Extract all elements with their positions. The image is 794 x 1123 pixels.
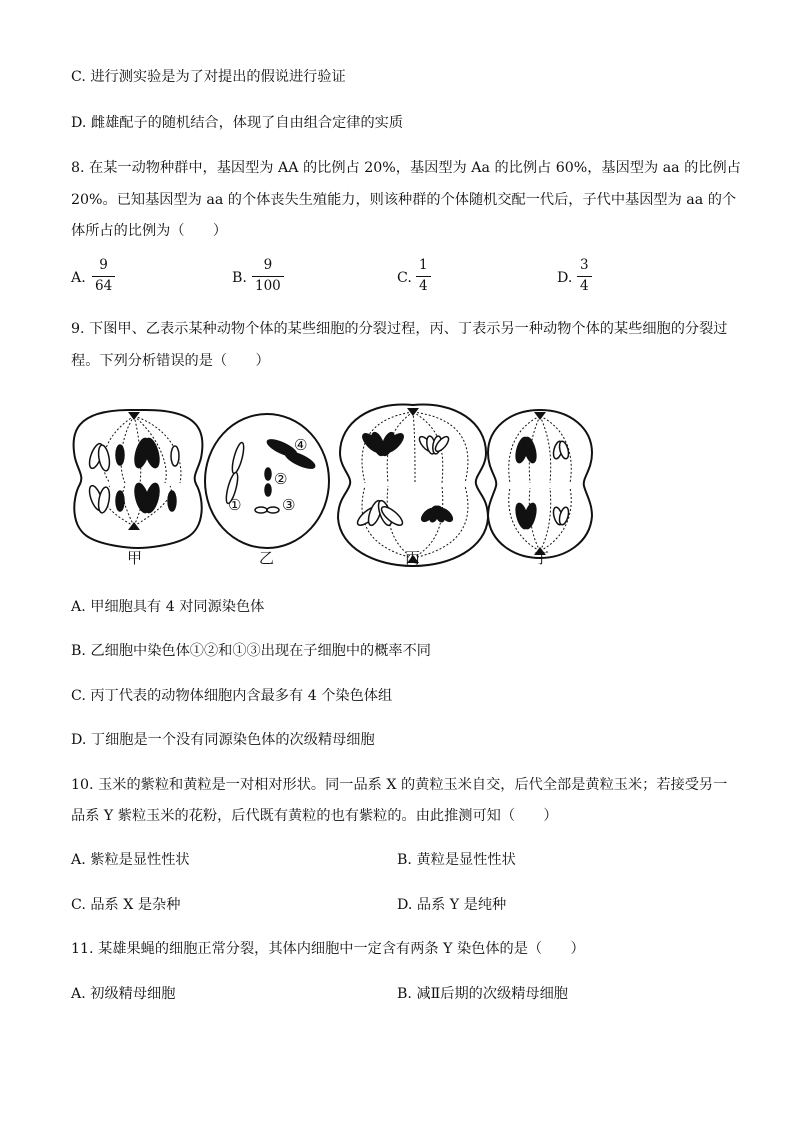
q11-stem-line1: 11. 某雄果蝇的细胞正常分裂，其体内细胞中一定含有两条 Y 染色体的是（ ） [71, 941, 585, 957]
cell-ding-outline [488, 410, 592, 558]
q8-option-a-label: A. [71, 270, 86, 286]
q9-option-a: A. 甲细胞具有 4 对同源染色体 [71, 599, 265, 615]
q8-stem-line1: 8. 在某一动物种群中，基因型为 AA 的比例占 20%，基因型为 Aa 的比例占 60%，基因型为 aa 的比例占 [71, 160, 741, 176]
q9-option-d: D. 丁细胞是一个没有同源染色体的次级精母细胞 [71, 732, 375, 748]
cell-jia-outline [74, 410, 203, 548]
chromosome-label-1: ① [228, 496, 242, 514]
q7-option-c: C. 进行测实验是为了对提出的假说进行验证 [71, 69, 346, 85]
q9-option-b: B. 乙细胞中染色体①②和①③出现在子细胞中的概率不同 [71, 643, 431, 659]
q11-option-a: A. 初级精母细胞 [71, 986, 176, 1002]
q8-option-b-fraction [252, 259, 284, 293]
numerator: 1 [419, 257, 428, 273]
q11-option-b: B. 减Ⅱ后期的次级精母细胞 [397, 986, 568, 1002]
q9-option-c: C. 丙丁代表的动物体细胞内含最多有 4 个染色体组 [71, 688, 393, 704]
q10-option-c: C. 品系 X 是杂种 [71, 897, 181, 913]
q8-option-a-fraction [92, 259, 115, 293]
q9-stem-line2: 程。下列分析错误的是（ ） [71, 353, 270, 369]
figure-caption-ding: 丁 [534, 549, 550, 567]
q8-option-b-label: B. [232, 270, 247, 286]
q10-option-d: D. 品系 Y 是纯种 [397, 897, 507, 913]
denominator: 4 [416, 276, 431, 294]
numerator: 9 [263, 257, 273, 273]
denominator: 100 [252, 276, 284, 294]
q9-stem-line1: 9. 下图甲、乙表示某种动物个体的某些细胞的分裂过程，丙、丁表示另一种动物个体的某些细胞的分裂过 [71, 321, 728, 337]
denominator: 64 [92, 276, 115, 294]
figure-caption-jia: 甲 [127, 549, 143, 567]
q10-stem-line2: 品系 Y 紫粒玉米的花粉，后代既有黄粒的也有紫粒的。由此推测可知（ ） [71, 808, 558, 824]
q8-option-c-fraction [416, 259, 431, 293]
q7-option-d: D. 雌雄配子的随机结合，体现了自由组合定律的实质 [71, 115, 404, 131]
numerator: 9 [99, 257, 108, 273]
chromosome-label-2: ② [274, 470, 288, 488]
figure-caption-yi: 乙 [259, 549, 275, 567]
q8-stem-line2: 20%。已知基因型为 aa 的个体丧失生殖能力，则该种群的个体随机交配一代后，子代中基因型为 aa 的个 [71, 192, 737, 208]
chromosome-label-4: ④ [294, 436, 308, 454]
figure-caption-bing: 丙 [405, 549, 421, 567]
denominator: 4 [577, 276, 592, 294]
q10-stem-line1: 10. 玉米的紫粒和黄粒是一对相对形状。同一品系 X 的黄粒玉米自交，后代全部是黄粒玉米；若接受另一 [71, 777, 728, 793]
q10-option-b: B. 黄粒是显性性状 [397, 852, 516, 868]
chromosome-label-3: ③ [282, 496, 296, 514]
q8-option-d-fraction [577, 259, 592, 293]
cell-yi-outline [205, 414, 329, 548]
cell-bing-outline [338, 405, 488, 566]
numerator: 3 [580, 257, 589, 273]
q8-option-d-label: D. [557, 270, 573, 286]
cell-division-figure [70, 398, 610, 573]
q8-option-c-label: C. [397, 270, 412, 286]
q8-stem-line3: 体所占的比例为（ ） [71, 223, 228, 239]
q10-option-a: A. 紫粒是显性性状 [71, 852, 190, 868]
